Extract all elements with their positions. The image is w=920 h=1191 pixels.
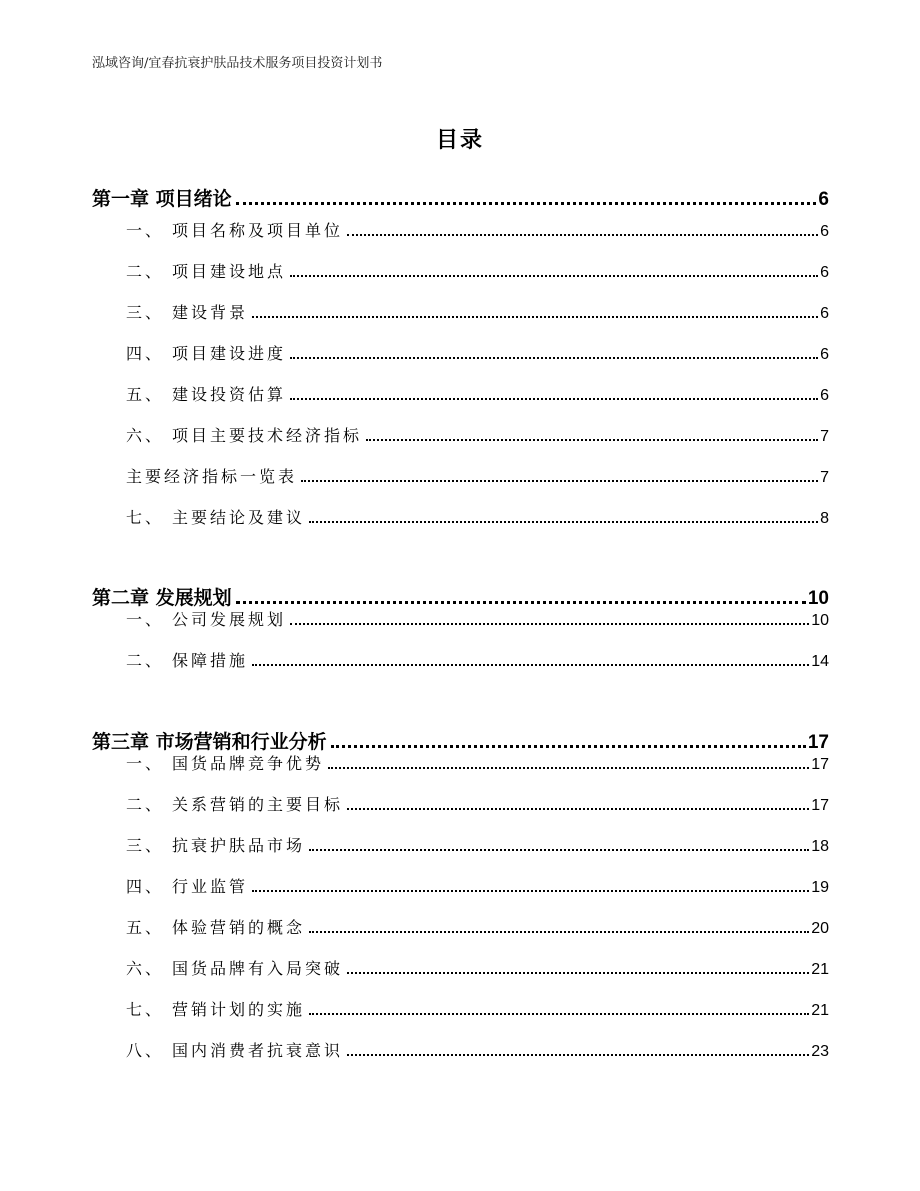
toc-section-number: 五、 [126,918,165,937]
toc-section-number: 三、 [126,303,165,322]
toc-section-3-8[interactable] [126,1038,829,1061]
toc-subsection-indicator-table[interactable] [126,464,829,487]
dot-leader [252,664,809,666]
toc-page-number: 17 [811,756,829,773]
toc-section-number: 三、 [126,836,165,855]
dot-leader [347,1054,809,1056]
toc-section-number: 一、 [126,610,165,629]
toc-section-number: 一、 [126,754,165,773]
toc-section-number: 八、 [126,1041,165,1060]
toc-page-number: 7 [820,469,829,486]
toc-label: 项目建设进度 [172,344,287,363]
toc-label: 项目名称及项目单位 [172,221,344,240]
toc-label: 抗衰护肤品市场 [172,836,306,855]
toc-section-number: 七、 [126,508,165,527]
toc-page-number: 6 [820,346,829,363]
toc-section-number: 四、 [126,344,165,363]
toc-section-1-2[interactable] [126,259,829,282]
dot-leader [290,357,818,359]
toc-label: 关系营销的主要目标 [172,795,344,814]
toc-section-number: 六、 [126,959,165,978]
toc-chapter-3[interactable] [92,727,829,754]
dot-leader [366,439,818,441]
toc-section-number: 五、 [126,385,165,404]
toc-section-1-1[interactable] [126,218,829,241]
toc-label: 项目建设地点 [172,262,287,281]
toc-label: 主要结论及建议 [172,508,306,527]
toc-label: 项目主要技术经济指标 [172,426,363,445]
toc-section-number: 六、 [126,426,165,445]
toc-section-1-5[interactable] [126,382,829,405]
toc-page-number: 14 [811,653,829,670]
toc-label: 建设投资估算 [172,385,287,404]
toc-section-3-7[interactable] [126,997,829,1020]
toc-label: 保障措施 [172,651,249,670]
toc-section-2-2[interactable] [126,648,829,671]
toc-label: 公司发展规划 [172,610,287,629]
dot-leader [347,808,809,810]
dot-leader [252,316,818,318]
toc-section-3-1[interactable] [126,751,829,774]
toc-page-number: 6 [820,264,829,281]
toc-page-number: 17 [807,732,829,753]
toc-label: 第二章 发展规划 [92,587,232,609]
toc-label: 主要经济指标一览表 [126,467,298,486]
toc-label: 建设背景 [172,303,249,322]
toc-chapter-1[interactable] [92,184,829,211]
toc-label: 第三章 市场营销和行业分析 [92,731,327,753]
toc-section-3-2[interactable] [126,792,829,815]
toc-page-number: 21 [811,1002,829,1019]
toc-section-3-6[interactable] [126,956,829,979]
dot-leader [309,931,809,933]
toc-page-number: 20 [811,920,829,937]
toc-page-number: 21 [811,961,829,978]
toc-section-2-1[interactable] [126,607,829,630]
toc-section-3-5[interactable] [126,915,829,938]
dot-leader [236,601,806,604]
dot-leader [328,767,809,769]
toc-page-number: 6 [818,189,829,210]
toc-label: 国货品牌竞争优势 [172,754,325,773]
toc-chapter-2[interactable] [92,583,829,610]
toc-page-number: 7 [820,428,829,445]
toc-page-number: 8 [820,510,829,527]
toc-section-1-7[interactable] [126,505,829,528]
dot-leader [236,202,817,205]
toc-page-number: 6 [820,223,829,240]
toc-section-1-4[interactable] [126,341,829,364]
dot-leader [252,890,809,892]
toc-page-number: 19 [811,879,829,896]
toc-title: 目录 [435,128,484,153]
toc-page-number: 18 [811,838,829,855]
dot-leader [309,521,818,523]
toc-section-number: 二、 [126,651,165,670]
dot-leader [290,398,818,400]
toc-section-number: 四、 [126,877,165,896]
dot-leader [301,480,818,482]
toc-label: 行业监管 [172,877,249,896]
dot-leader [290,623,809,625]
dot-leader [290,275,818,277]
toc-label: 营销计划的实施 [172,1000,306,1019]
toc-section-number: 一、 [126,221,165,240]
toc-page-number: 6 [820,305,829,322]
toc-label: 第一章 项目绪论 [92,188,232,210]
toc-section-3-3[interactable] [126,833,829,856]
toc-page-number: 10 [811,612,829,629]
toc-section-number: 二、 [126,795,165,814]
toc-section-3-4[interactable] [126,874,829,897]
toc-label: 国内消费者抗衰意识 [172,1041,344,1060]
toc-section-number: 二、 [126,262,165,281]
toc-section-1-6[interactable] [126,423,829,446]
toc-label: 体验营销的概念 [172,918,306,937]
toc-page-number: 10 [807,588,829,609]
running-header: 泓域咨询/宜春抗衰护肤品技术服务项目投资计划书 [92,56,383,71]
toc-page-number: 6 [820,387,829,404]
dot-leader [347,234,818,236]
toc-section-1-3[interactable] [126,300,829,323]
toc-section-number: 七、 [126,1000,165,1019]
dot-leader [309,849,809,851]
dot-leader [309,1013,809,1015]
toc-label: 国货品牌有入局突破 [172,959,344,978]
toc-page-number: 17 [811,797,829,814]
toc-page-number: 23 [811,1043,829,1060]
dot-leader [331,745,806,748]
dot-leader [347,972,809,974]
